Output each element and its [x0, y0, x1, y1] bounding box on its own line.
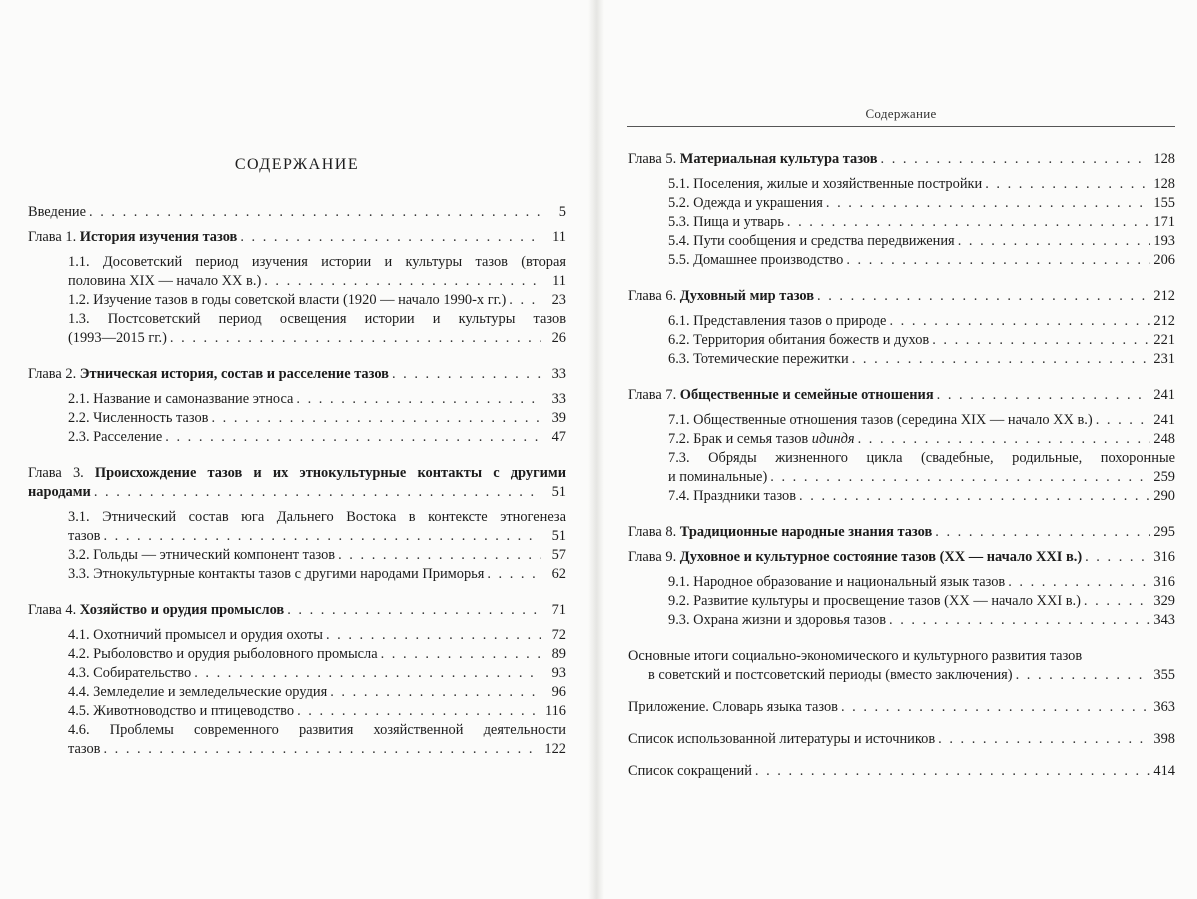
- toc-section-9-3[interactable]: [628, 611, 1175, 630]
- entry-label: 2.3. Расселение: [68, 429, 163, 445]
- entry-page: 62: [551, 566, 566, 582]
- toc-section-7-4[interactable]: [628, 487, 1175, 506]
- toc-chapter-6[interactable]: [628, 287, 1175, 306]
- toc-section-9-2[interactable]: [628, 592, 1175, 611]
- leader-dots: [392, 365, 541, 384]
- entry-label: 2.1. Название и самоназвание этноса: [68, 391, 294, 407]
- toc-section-5-3[interactable]: [628, 213, 1175, 232]
- toc-chapter-1[interactable]: [28, 228, 566, 247]
- leader-dots: [296, 390, 541, 409]
- chapter-title: Этническая история, состав и расселение тазов: [79, 366, 389, 382]
- toc-section-5-4[interactable]: [628, 232, 1175, 251]
- entry-page: 206: [1153, 252, 1175, 268]
- entry-label: 5.5. Домашнее производство: [668, 252, 844, 268]
- leader-dots: [826, 194, 1150, 213]
- toc-section-9-1[interactable]: [628, 573, 1175, 592]
- toc-section-7-3[interactable]: [628, 449, 1175, 487]
- entry-page: 11: [552, 273, 566, 289]
- toc-section-1-3[interactable]: [28, 310, 566, 348]
- leader-dots: [326, 626, 541, 645]
- entry-page: 72: [551, 627, 566, 643]
- running-head: Содержание: [865, 106, 937, 121]
- entry-label: 7.2. Брак и семья тазов: [668, 431, 812, 447]
- toc-chapter-5[interactable]: [628, 150, 1175, 169]
- entry-page: 39: [551, 410, 566, 426]
- entry-label: 9.1. Народное образование и национальный язык тазов: [668, 574, 1006, 590]
- entry-label-line1: 1.1. Досоветский период изучения истории и культуры тазов (вторая: [68, 254, 566, 270]
- toc-section-6-2[interactable]: [628, 331, 1175, 350]
- chapter-title: Традиционные народные знания тазов: [679, 524, 933, 540]
- toc-section-3-3[interactable]: [28, 565, 566, 584]
- chapter-title: Общественные и семейные отношения: [679, 387, 934, 403]
- entry-page: 116: [544, 703, 566, 719]
- entry-label: 6.3. Тотемические пережитки: [668, 351, 849, 367]
- leader-dots: [194, 664, 541, 683]
- leader-dots: [240, 228, 541, 247]
- entry-label-line2: тазов: [68, 741, 101, 757]
- entry-page: 414: [1153, 763, 1175, 779]
- leader-dots: [937, 386, 1150, 405]
- entry-page: 93: [551, 665, 566, 681]
- leader-dots: [846, 251, 1150, 270]
- toc-section-4-2[interactable]: [28, 645, 566, 664]
- entry-page: 33: [551, 366, 566, 382]
- entry-page: 96: [551, 684, 566, 700]
- leader-dots: [841, 698, 1150, 717]
- toc-left-column: [28, 203, 566, 759]
- entry-label: 4.3. Собирательство: [68, 665, 192, 681]
- toc-section-5-1[interactable]: [628, 175, 1175, 194]
- leader-dots: [211, 409, 541, 428]
- entry-label: 7.1. Общественные отношения тазов (середина XIX — начало XX в.): [668, 412, 1093, 428]
- leader-dots: [94, 483, 541, 502]
- toc-section-2-2[interactable]: [28, 409, 566, 428]
- toc-chapter-9[interactable]: [628, 548, 1175, 567]
- leader-dots: [817, 287, 1150, 306]
- entry-label: 5.4. Пути сообщения и средства передвижения: [668, 233, 955, 249]
- toc-section-3-2[interactable]: [28, 546, 566, 565]
- toc-chapter-7[interactable]: [628, 386, 1175, 405]
- entry-page: 26: [551, 330, 566, 346]
- entry-label: Список использованной литературы и источников: [628, 731, 936, 747]
- leader-dots: [103, 527, 541, 546]
- leader-dots: [170, 329, 541, 348]
- leader-dots: [958, 232, 1150, 251]
- toc-section-5-2[interactable]: [628, 194, 1175, 213]
- leader-dots: [287, 601, 541, 620]
- toc-entry-intro[interactable]: [28, 203, 566, 222]
- entry-label: 4.1. Охотничий промысел и орудия охоты: [68, 627, 323, 643]
- leader-dots: [381, 645, 541, 664]
- chapter-title-line2: народами: [28, 484, 91, 500]
- toc-section-4-5[interactable]: [28, 702, 566, 721]
- entry-label: 6.2. Территория обитания божеств и духов: [668, 332, 930, 348]
- entry-label: 9.2. Развитие культуры и просвещение тазов (XX — начало XXI в.): [668, 593, 1081, 609]
- entry-page: 241: [1153, 387, 1175, 403]
- entry-page: 355: [1153, 667, 1175, 683]
- entry-label: 1.2. Изучение тазов в годы советской власти (1920 — начало 1990-х гг.): [68, 292, 507, 308]
- entry-label-italic: идиндя: [811, 431, 855, 447]
- entry-page: 398: [1153, 731, 1175, 747]
- leader-dots: [858, 430, 1150, 449]
- entry-page: 212: [1153, 288, 1175, 304]
- entry-label-line1: 1.3. Постсоветский период освещения истории и культуры тазов: [68, 311, 566, 327]
- toc-section-3-1[interactable]: [28, 508, 566, 546]
- leader-dots: [881, 150, 1150, 169]
- entry-label: 5.3. Пища и утварь: [668, 214, 784, 230]
- entry-label: 4.4. Земледелие и земледельческие орудия: [68, 684, 328, 700]
- entry-label: Введение: [28, 204, 87, 220]
- chapter-title-line1: Происхождение тазов и их этнокультурные контакты с другими: [94, 465, 566, 481]
- leader-dots: [755, 762, 1150, 781]
- entry-page: 89: [551, 646, 566, 662]
- leader-dots: [487, 565, 541, 584]
- toc-chapter-8[interactable]: [628, 523, 1175, 542]
- toc-section-4-4[interactable]: [28, 683, 566, 702]
- entry-page: 155: [1153, 195, 1175, 211]
- entry-page: 248: [1153, 431, 1175, 447]
- toc-chapter-2[interactable]: [28, 365, 566, 384]
- entry-page: 57: [551, 547, 566, 563]
- leader-dots: [799, 487, 1150, 506]
- leader-dots: [509, 291, 541, 310]
- toc-conclusion[interactable]: [628, 647, 1175, 685]
- leader-dots: [889, 611, 1150, 630]
- toc-section-2-3[interactable]: [28, 428, 566, 447]
- chapter-prefix: Глава 4.: [28, 602, 80, 618]
- leader-dots: [935, 523, 1150, 542]
- entry-page: 241: [1153, 412, 1175, 428]
- entry-page: 171: [1153, 214, 1175, 230]
- toc-section-4-6[interactable]: [28, 721, 566, 759]
- entry-label-line2: тазов: [68, 528, 101, 544]
- entry-page: 128: [1153, 176, 1175, 192]
- entry-page: 11: [552, 229, 566, 245]
- leader-dots: [889, 312, 1150, 331]
- chapter-prefix: Глава 3.: [28, 465, 95, 481]
- toc-section-7-2[interactable]: [628, 430, 1175, 449]
- entry-page: 316: [1153, 574, 1175, 590]
- leader-dots: [1085, 548, 1150, 567]
- leader-dots: [852, 350, 1150, 369]
- entry-label-line1: 7.3. Обряды жизненного цикла (свадебные, родильные, похоронные: [668, 450, 1175, 466]
- entry-page: 51: [551, 484, 566, 500]
- entry-page: 71: [551, 602, 566, 618]
- toc-chapter-3[interactable]: [28, 464, 566, 502]
- entry-label-line1: 3.1. Этнический состав юга Дальнего Востока в контексте этногенеза: [68, 509, 566, 525]
- entry-page: 316: [1153, 549, 1175, 565]
- leader-dots: [330, 683, 541, 702]
- entry-label: Список сокращений: [628, 763, 752, 779]
- entry-page: 329: [1153, 593, 1175, 609]
- chapter-prefix: Глава 2.: [28, 366, 80, 382]
- leader-dots: [297, 702, 541, 721]
- leader-dots: [338, 546, 541, 565]
- entry-page: 128: [1153, 151, 1175, 167]
- chapter-prefix: Глава 9.: [628, 549, 680, 565]
- running-head-rule: [627, 126, 1175, 127]
- entry-page: 193: [1153, 233, 1175, 249]
- entry-page: 221: [1153, 332, 1175, 348]
- entry-page: 33: [551, 391, 566, 407]
- entry-page: 343: [1153, 612, 1175, 628]
- entry-page: 290: [1153, 488, 1175, 504]
- chapter-title: Материальная культура тазов: [679, 151, 878, 167]
- chapter-title: Духовное и культурное состояние тазов (XX — начало XXI в.): [679, 549, 1083, 565]
- entry-page: 363: [1153, 699, 1175, 715]
- toc-section-4-3[interactable]: [28, 664, 566, 683]
- entry-page: 5: [558, 204, 566, 220]
- leader-dots: [264, 272, 541, 291]
- entry-label: 4.2. Рыболовство и орудия рыболовного промысла: [68, 646, 378, 662]
- entry-label-line2: и поминальные): [668, 469, 768, 485]
- entry-page: 122: [544, 741, 566, 757]
- entry-label-line2: половина XIX — начало XX в.): [68, 273, 262, 289]
- toc-section-1-2[interactable]: [28, 291, 566, 310]
- toc-title: СОДЕРЖАНИЕ: [234, 156, 360, 173]
- entry-label: 4.5. Животноводство и птицеводство: [68, 703, 295, 719]
- chapter-prefix: Глава 6.: [628, 288, 680, 304]
- entry-page: 23: [551, 292, 566, 308]
- entry-label-line2: в советский и постсоветский периоды (вместо заключения): [648, 667, 1013, 683]
- toc-section-4-1[interactable]: [28, 626, 566, 645]
- chapter-prefix: Глава 8.: [628, 524, 680, 540]
- entry-page: 212: [1153, 313, 1175, 329]
- chapter-prefix: Глава 1.: [28, 229, 80, 245]
- leader-dots: [1008, 573, 1150, 592]
- toc-section-2-1[interactable]: [28, 390, 566, 409]
- entry-label: 3.3. Этнокультурные контакты тазов с другими народами Приморья: [68, 566, 485, 582]
- toc-abbreviations[interactable]: [628, 762, 1175, 781]
- leader-dots: [89, 203, 541, 222]
- leader-dots: [1096, 411, 1150, 430]
- leader-dots: [985, 175, 1150, 194]
- entry-label-line2: (1993—2015 гг.): [68, 330, 167, 346]
- entry-label: 9.3. Охрана жизни и здоровья тазов: [668, 612, 887, 628]
- leader-dots: [103, 740, 541, 759]
- entry-page: 259: [1153, 469, 1175, 485]
- entry-label: 5.2. Одежда и украшения: [668, 195, 823, 211]
- entry-page: 51: [551, 528, 566, 544]
- chapter-prefix: Глава 7.: [628, 387, 680, 403]
- toc-section-6-3[interactable]: [628, 350, 1175, 369]
- entry-label: 6.1. Представления тазов о природе: [668, 313, 887, 329]
- toc-appendix[interactable]: [628, 698, 1175, 717]
- chapter-prefix: Глава 5.: [628, 151, 680, 167]
- toc-section-1-1[interactable]: [28, 253, 566, 291]
- toc-section-7-1[interactable]: [628, 411, 1175, 430]
- toc-section-6-1[interactable]: [628, 312, 1175, 331]
- entry-label: 2.2. Численность тазов: [68, 410, 209, 426]
- toc-chapter-4[interactable]: [28, 601, 566, 620]
- entry-label: 7.4. Праздники тазов: [668, 488, 797, 504]
- leader-dots: [938, 730, 1150, 749]
- chapter-title: Духовный мир тазов: [679, 288, 815, 304]
- entry-label-line1: 4.6. Проблемы современного развития хозяйственной деятельности: [68, 722, 566, 738]
- chapter-title: Хозяйство и орудия промыслов: [79, 602, 285, 618]
- toc-literature[interactable]: [628, 730, 1175, 749]
- leader-dots: [165, 428, 541, 447]
- book-gutter: [588, 0, 604, 899]
- entry-label: 3.2. Гольды — этнический компонент тазов: [68, 547, 336, 563]
- chapter-title: История изучения тазов: [79, 229, 238, 245]
- leader-dots: [1084, 592, 1150, 611]
- leader-dots: [770, 468, 1150, 487]
- leader-dots: [932, 331, 1150, 350]
- leader-dots: [1016, 666, 1150, 685]
- leader-dots: [787, 213, 1150, 232]
- entry-page: 231: [1153, 351, 1175, 367]
- toc-section-5-5[interactable]: [628, 251, 1175, 270]
- entry-page: 295: [1153, 524, 1175, 540]
- entry-page: 47: [551, 429, 566, 445]
- entry-label: Приложение. Словарь языка тазов: [628, 699, 838, 715]
- entry-label-line1: Основные итоги социально-экономического и культурного развития тазов: [628, 648, 1083, 664]
- toc-right-column: [628, 150, 1175, 781]
- entry-label: 5.1. Поселения, жилые и хозяйственные постройки: [668, 176, 983, 192]
